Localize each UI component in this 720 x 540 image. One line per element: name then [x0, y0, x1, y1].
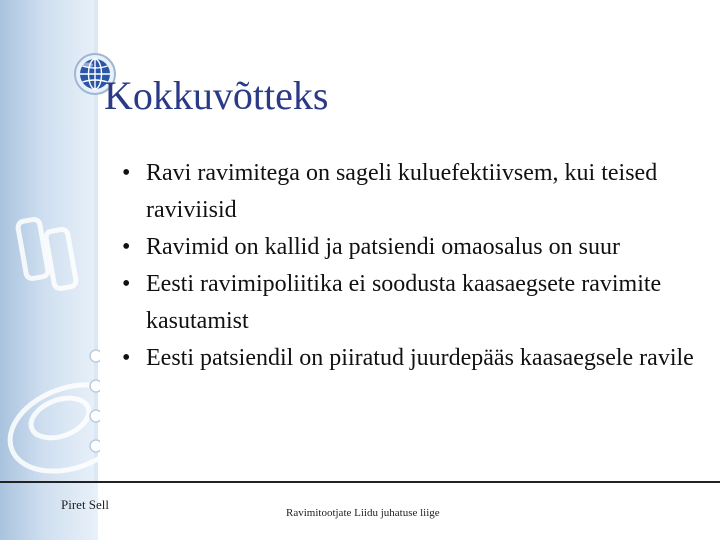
bullet-text: Ravi ravimitega on sageli kuluefektiivsem, kui teised raviviisid — [146, 160, 658, 223]
bullet-marker: • — [122, 345, 131, 371]
bullet-item — [118, 340, 698, 377]
bullet-marker: • — [122, 160, 131, 186]
footer-affiliation: Ravimitootjate Liidu juhatuse liige — [286, 507, 440, 519]
bullet-list — [118, 155, 698, 377]
bullet-item — [118, 266, 698, 340]
bullet-marker: • — [122, 271, 131, 297]
bullet-text: Ravimid on kallid ja patsiendi omaosalus on suur — [146, 234, 620, 260]
footer-author: Piret Sell — [61, 497, 110, 512]
footer-divider — [0, 481, 720, 483]
pill-decoration-icon — [0, 200, 100, 480]
bullet-marker: • — [122, 234, 131, 260]
bullet-item — [118, 229, 698, 266]
bullet-item — [118, 155, 698, 229]
slide-title: Kokkuvõtteks — [104, 73, 329, 118]
bullet-text: Eesti ravimipoliitika ei soodusta kaasaegsete ravimite kasutamist — [146, 271, 662, 334]
bullet-text: Eesti patsiendil on piiratud juurdepääs kaasaegsele ravile — [146, 345, 694, 371]
